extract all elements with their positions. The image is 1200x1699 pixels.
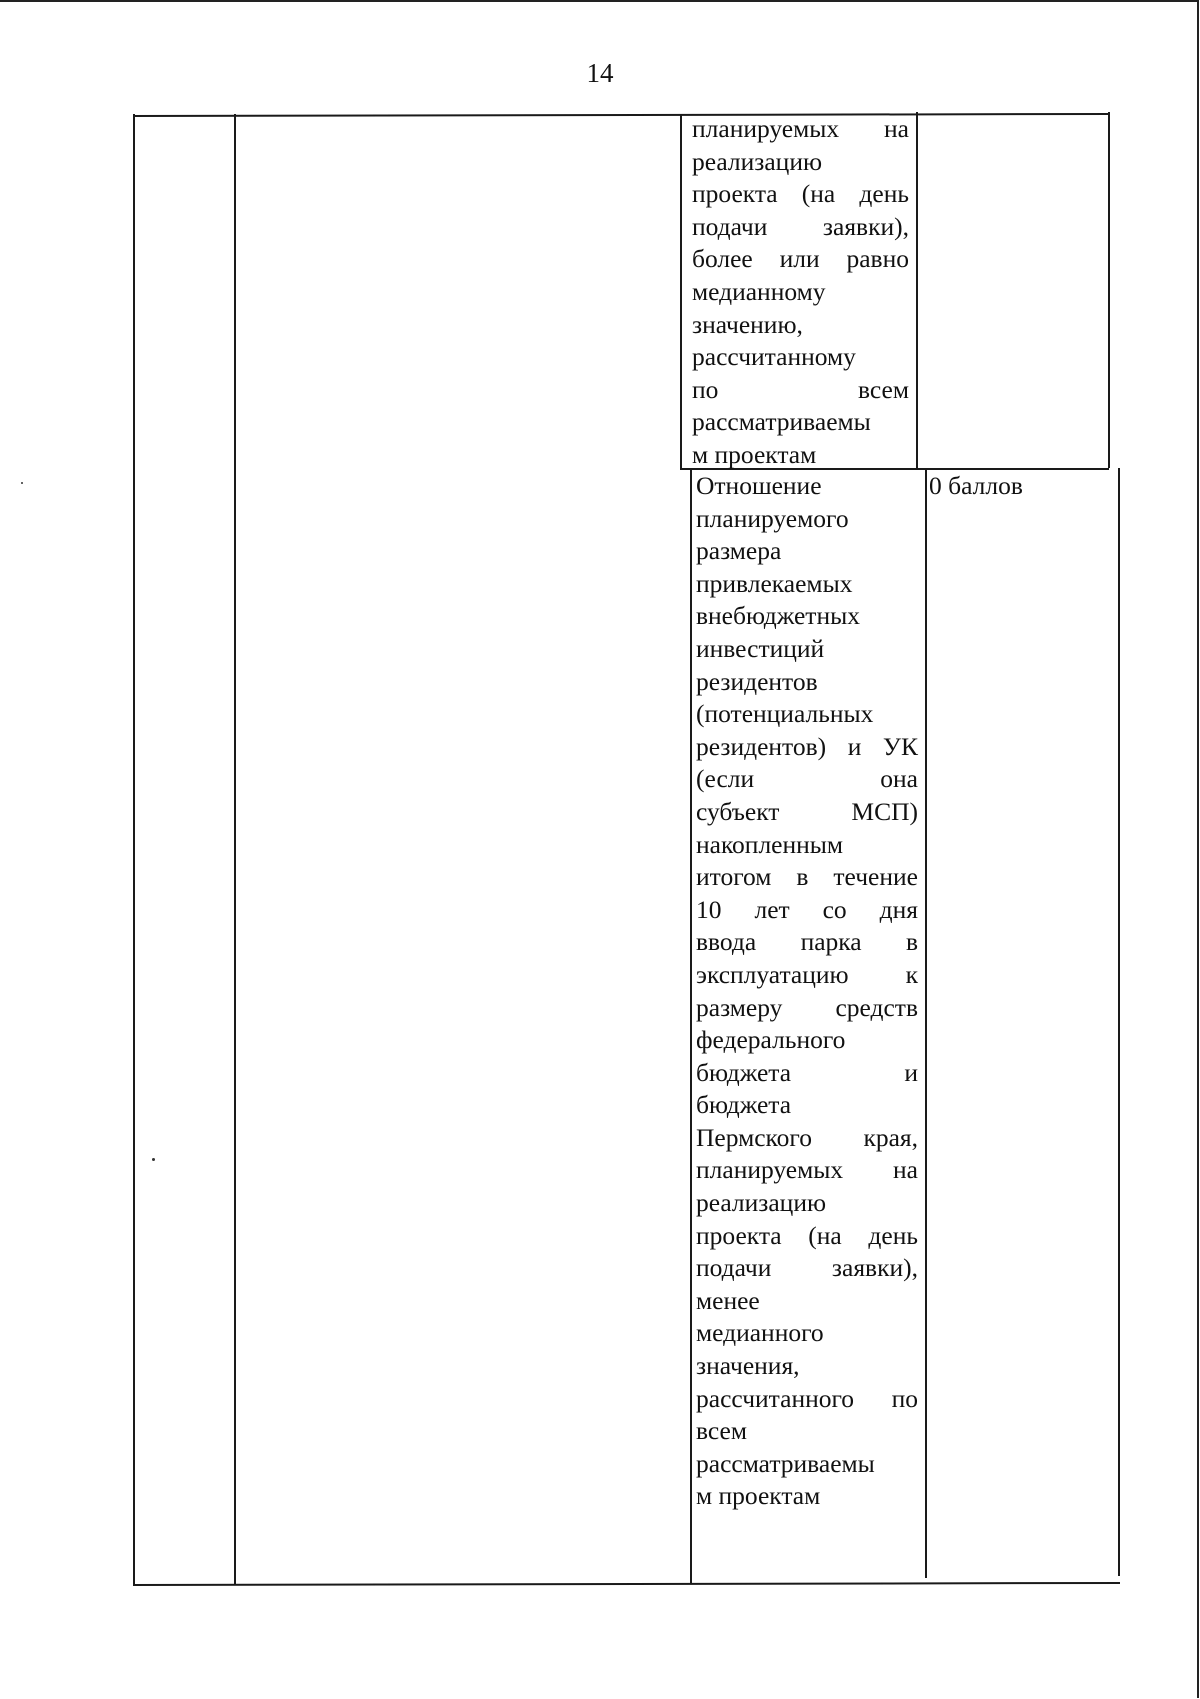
criterion-line: подачи заявки), — [696, 1253, 918, 1283]
table-border-bottom — [133, 1582, 1120, 1586]
criterion-line: размеру средств — [696, 992, 918, 1022]
criterion-line: резидентов — [696, 666, 818, 696]
criterion-line: планируемых на — [696, 1155, 918, 1185]
criterion-line: ввода парка в — [696, 927, 918, 957]
criterion-line: инвестиций — [696, 633, 825, 663]
criterion-line: накопленным — [696, 829, 844, 859]
criterion-line: бюджета и — [696, 1057, 918, 1087]
table-border-right — [1108, 112, 1110, 468]
criterion-line: бюджета — [696, 1090, 792, 1120]
scan-speck — [152, 1158, 155, 1161]
criteria-table — [133, 112, 1119, 1586]
col-separator-3 — [916, 112, 918, 470]
page-number: 14 — [586, 58, 614, 88]
criterion-line: проекта (на день — [696, 1220, 918, 1250]
criterion-line: реализацию — [692, 146, 823, 176]
criterion-line: менее — [696, 1285, 760, 1315]
criterion-line: м проектам — [696, 1481, 821, 1511]
criterion-line: итогом в течение — [696, 862, 918, 892]
criterion-line: м проектам — [692, 439, 817, 469]
criterion-line: подачи заявки), — [692, 211, 909, 241]
criterion-line: резидентов) и УК — [696, 731, 918, 761]
criterion-line: 10 лет со дня — [696, 894, 918, 924]
col-separator-2 — [680, 114, 682, 470]
criterion-line: планируемых на — [692, 114, 909, 143]
criterion-line: Отношение — [696, 471, 822, 500]
criterion-text-median-or-more — [692, 113, 909, 472]
criterion-line: размера — [696, 536, 782, 566]
criterion-line: эксплуатацию к — [696, 959, 918, 989]
criterion-text-less-than-median — [696, 470, 918, 1513]
table-border-left — [133, 114, 135, 1586]
scan-speck — [21, 482, 23, 484]
criterion-line: медианному — [692, 276, 826, 306]
score-zero-points: 0 баллов — [929, 471, 1023, 500]
col-separator-3-lower — [925, 468, 927, 1578]
criterion-line: рассчитанному — [692, 342, 856, 372]
criterion-line: значения, — [696, 1351, 800, 1381]
criterion-line: (если она — [696, 764, 918, 794]
criterion-line: медианного — [696, 1318, 824, 1348]
criterion-line: проекта (на день — [692, 179, 909, 209]
criterion-line: рассчитанного по — [696, 1383, 918, 1413]
criterion-line: привлекаемых — [696, 568, 853, 598]
criterion-line: рассматриваемы — [692, 407, 871, 437]
criterion-line: рассматриваемы — [696, 1448, 875, 1478]
criterion-line: реализацию — [696, 1188, 827, 1218]
criterion-line: более или равно — [692, 244, 909, 274]
criterion-line: внебюджетных — [696, 601, 860, 631]
criterion-line: по всем — [692, 374, 909, 404]
criterion-line: значению, — [692, 309, 803, 339]
criterion-line: Пермского края, — [696, 1122, 918, 1152]
criterion-line: субъект МСП) — [696, 796, 918, 826]
criterion-line: всем — [696, 1416, 747, 1446]
col-separator-1 — [234, 114, 236, 1584]
criterion-line: федерального — [696, 1025, 846, 1055]
criterion-line: (потенциальных — [696, 699, 874, 729]
table-border-top — [133, 113, 1109, 117]
criterion-line: планируемого — [696, 503, 849, 533]
col-separator-2-lower — [690, 468, 692, 1584]
table-border-right-lower — [1118, 468, 1120, 1576]
